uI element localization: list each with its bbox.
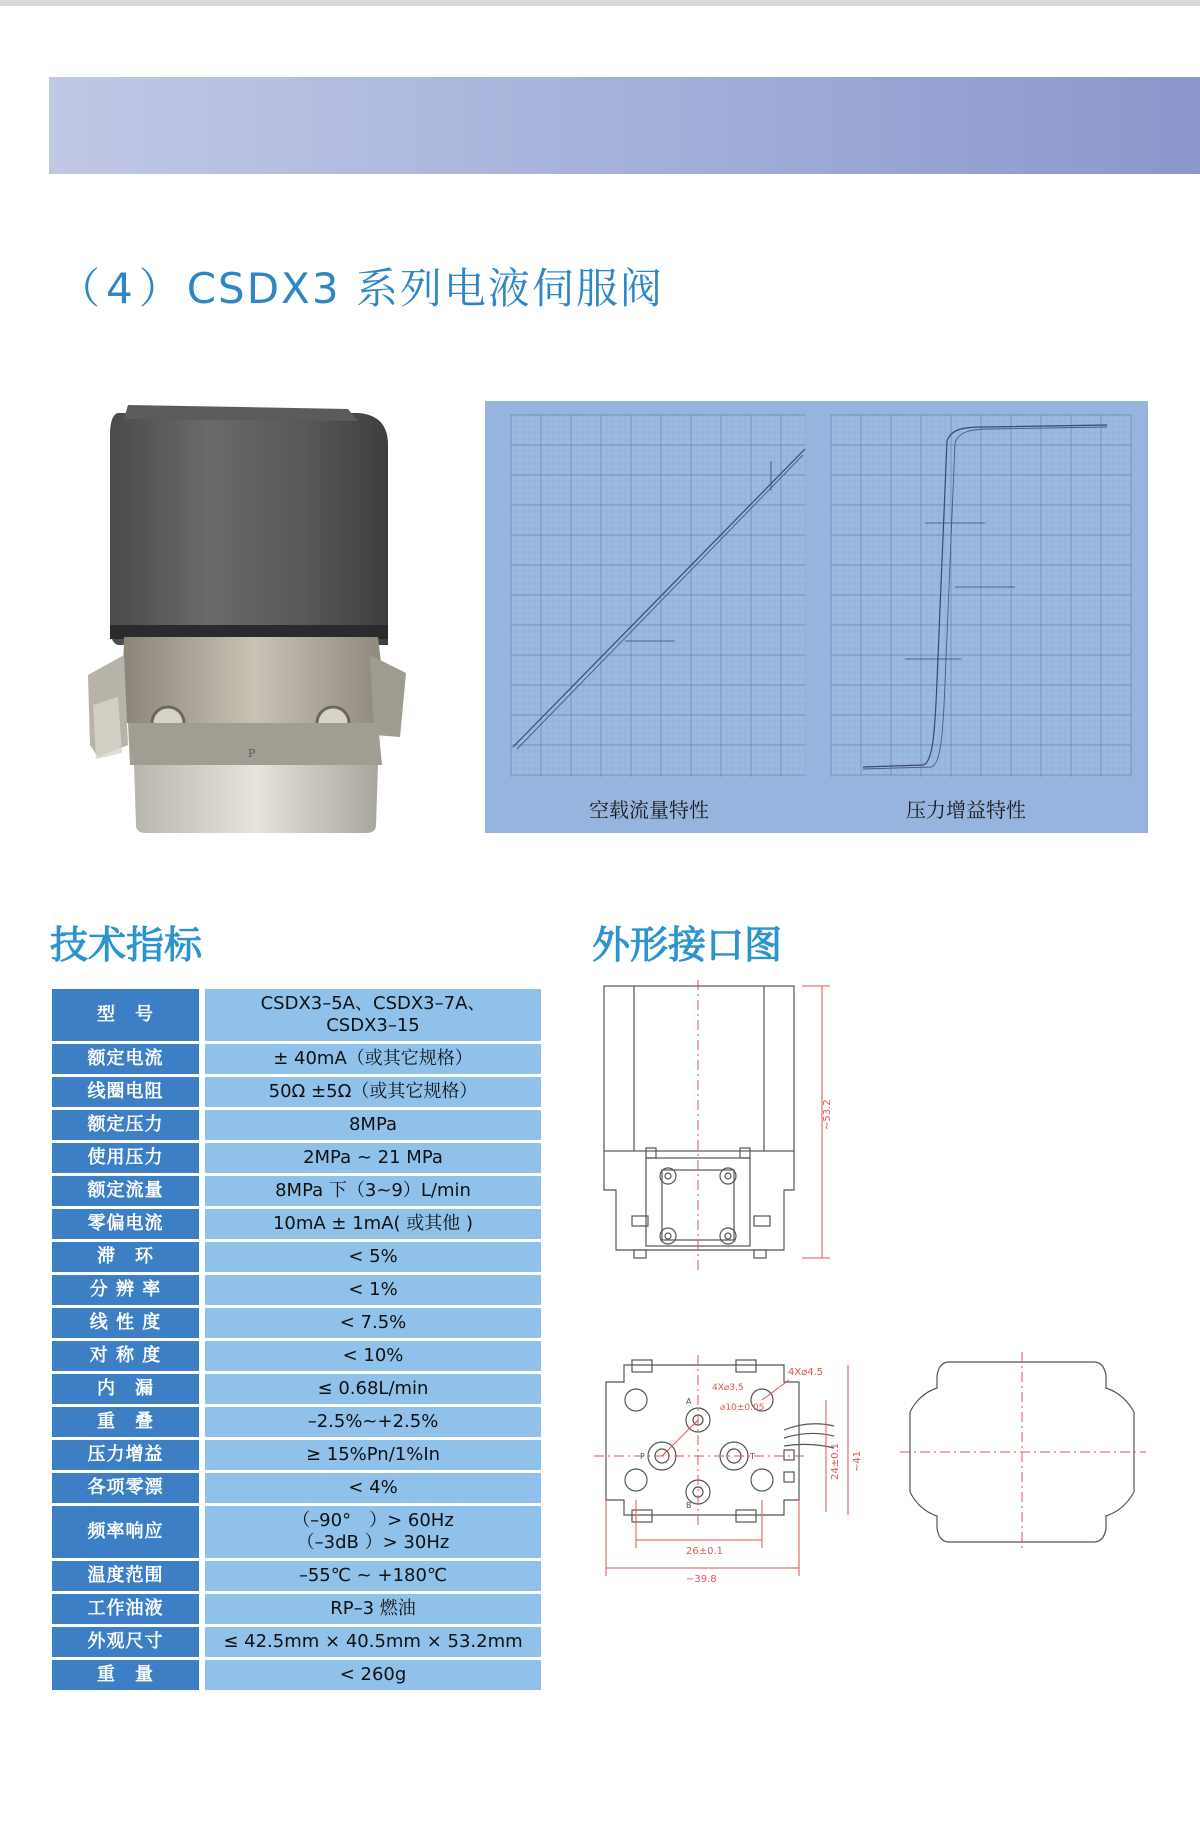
spec-value-line: < 1% xyxy=(348,1279,398,1300)
spec-row xyxy=(52,1407,541,1437)
spec-key: 分 辨 率 xyxy=(52,1275,199,1305)
spec-value xyxy=(205,1209,541,1239)
spec-key: 重 量 xyxy=(52,1660,199,1690)
spec-row xyxy=(52,1561,541,1591)
curve-grids xyxy=(485,401,1148,833)
spec-value-line: ≥ 15%Pn/1%In xyxy=(305,1444,441,1465)
spec-row xyxy=(52,1044,541,1074)
spec-value xyxy=(205,1440,541,1470)
holes-b-dim: 4X⌀3.5 xyxy=(712,1383,744,1393)
spec-value-line: 2MPa ~ 21 MPa xyxy=(303,1147,443,1168)
bore-dim: ⌀10±0.05 xyxy=(720,1403,765,1413)
hdim-outer: ~39.8 xyxy=(686,1574,717,1585)
spec-row xyxy=(52,1110,541,1140)
spec-key: 对 称 度 xyxy=(52,1341,199,1371)
spec-row xyxy=(52,1143,541,1173)
spec-value xyxy=(205,1627,541,1657)
spec-value-line: CSDX3–15 xyxy=(326,1015,420,1036)
top-rule xyxy=(0,0,1200,6)
spec-key: 额定压力 xyxy=(52,1110,199,1140)
servo-valve-photo xyxy=(88,405,406,835)
pressure-gain-label: 压力增益特性 xyxy=(906,798,1026,822)
port-t: T xyxy=(750,1452,755,1461)
spec-key: 温度范围 xyxy=(52,1561,199,1591)
spec-value-line: 8MPa 下（3~9）L/min xyxy=(275,1180,471,1201)
spec-value-line: –2.5%~+2.5% xyxy=(307,1411,439,1432)
spec-value xyxy=(205,1176,541,1206)
spec-value xyxy=(205,1308,541,1338)
spec-key: 各项零漂 xyxy=(52,1473,199,1503)
spec-value-line: （–90° ）> 60Hz xyxy=(292,1510,454,1531)
spec-value xyxy=(205,1561,541,1591)
spec-value-line: 10mA ± 1mA( 或其他 ) xyxy=(272,1213,474,1234)
title-prefix: （4） xyxy=(58,264,187,313)
header-banner xyxy=(49,77,1200,174)
spec-value xyxy=(205,1594,541,1624)
spec-row xyxy=(52,1209,541,1239)
spec-value xyxy=(205,1473,541,1503)
spec-value xyxy=(205,1407,541,1437)
vdim-inner: 24±0.1 xyxy=(830,1442,841,1480)
spec-value-line: < 10% xyxy=(342,1345,404,1366)
spec-row xyxy=(52,989,541,1041)
spec-value-line: < 5% xyxy=(348,1246,398,1267)
spec-key: 线圈电阻 xyxy=(52,1077,199,1107)
vdim-outer: ~41 xyxy=(852,1450,863,1472)
spec-value xyxy=(205,1110,541,1140)
spec-value-line: 50Ω ±5Ω（或其它规格） xyxy=(268,1081,478,1102)
hdim-inner: 26±0.1 xyxy=(686,1546,724,1557)
spec-row xyxy=(52,1242,541,1272)
spec-key: 滞 环 xyxy=(52,1242,199,1272)
spec-key: 内 漏 xyxy=(52,1374,199,1404)
spec-row xyxy=(52,1594,541,1624)
dims-heading: 外形接口图 xyxy=(592,923,783,967)
spec-key: 外观尺寸 xyxy=(52,1627,199,1657)
port-p: P xyxy=(640,1452,645,1461)
spec-row xyxy=(52,1341,541,1371)
spec-value xyxy=(205,1143,541,1173)
spec-row xyxy=(52,1473,541,1503)
flow-grid-bg xyxy=(511,415,805,777)
spec-value-line: （–3dB ）> 30Hz xyxy=(296,1532,450,1553)
spec-row xyxy=(52,1374,541,1404)
svg-text:P: P xyxy=(248,747,256,760)
spec-key: 工作油液 xyxy=(52,1594,199,1624)
spec-value xyxy=(205,989,541,1041)
spec-key: 零偏电流 xyxy=(52,1209,199,1239)
spec-row xyxy=(52,1077,541,1107)
spec-key: 额定电流 xyxy=(52,1044,199,1074)
page-title xyxy=(58,256,664,316)
spec-row xyxy=(52,1308,541,1338)
no-load-flow-label: 空载流量特性 xyxy=(589,798,709,822)
spec-value xyxy=(205,1341,541,1371)
characteristic-curves-panel xyxy=(485,401,1148,833)
spec-value xyxy=(205,1660,541,1690)
spec-value xyxy=(205,1044,541,1074)
spec-value-line: –55℃ ~ +180℃ xyxy=(298,1565,448,1586)
height-dim: ~53.2 xyxy=(822,1099,833,1130)
spec-value-line: ≤ 0.68L/min xyxy=(317,1378,429,1399)
spec-value xyxy=(205,1275,541,1305)
spec-value xyxy=(205,1242,541,1272)
spec-key: 线 性 度 xyxy=(52,1308,199,1338)
spec-key: 重 叠 xyxy=(52,1407,199,1437)
spec-value-line: < 260g xyxy=(339,1664,407,1685)
title-name: CSDX3 系列电液伺服阀 xyxy=(186,264,664,313)
spec-value xyxy=(205,1077,541,1107)
spec-key: 频率响应 xyxy=(52,1506,199,1558)
holes-a-dim: 4X⌀4.5 xyxy=(788,1367,824,1378)
spec-row xyxy=(52,1627,541,1657)
spec-value xyxy=(205,1506,541,1558)
spec-key: 额定流量 xyxy=(52,1176,199,1206)
spec-row xyxy=(52,1275,541,1305)
spec-row xyxy=(52,1176,541,1206)
spec-value-line: < 4% xyxy=(348,1477,398,1498)
spec-row xyxy=(52,1506,541,1558)
spec-value-line: ± 40mA（或其它规格） xyxy=(273,1048,473,1069)
spec-row xyxy=(52,1660,541,1690)
spec-key: 型 号 xyxy=(52,989,199,1041)
outline-drawing xyxy=(594,980,1154,1670)
spec-value xyxy=(205,1374,541,1404)
specs-heading: 技术指标 xyxy=(50,923,203,967)
spec-key: 压力增益 xyxy=(52,1440,199,1470)
spec-row xyxy=(52,1440,541,1470)
spec-value-line: < 7.5% xyxy=(339,1312,407,1333)
spec-value-line: ≤ 42.5mm × 40.5mm × 53.2mm xyxy=(223,1631,523,1652)
port-a: A xyxy=(686,1397,692,1406)
spec-key: 使用压力 xyxy=(52,1143,199,1173)
spec-table xyxy=(52,986,541,1693)
spec-value-line: CSDX3–5A、CSDX3–7A、 xyxy=(260,993,486,1014)
port-b: B xyxy=(686,1501,692,1510)
spec-value-line: RP–3 燃油 xyxy=(330,1598,416,1619)
spec-value-line: 8MPa xyxy=(348,1114,398,1135)
